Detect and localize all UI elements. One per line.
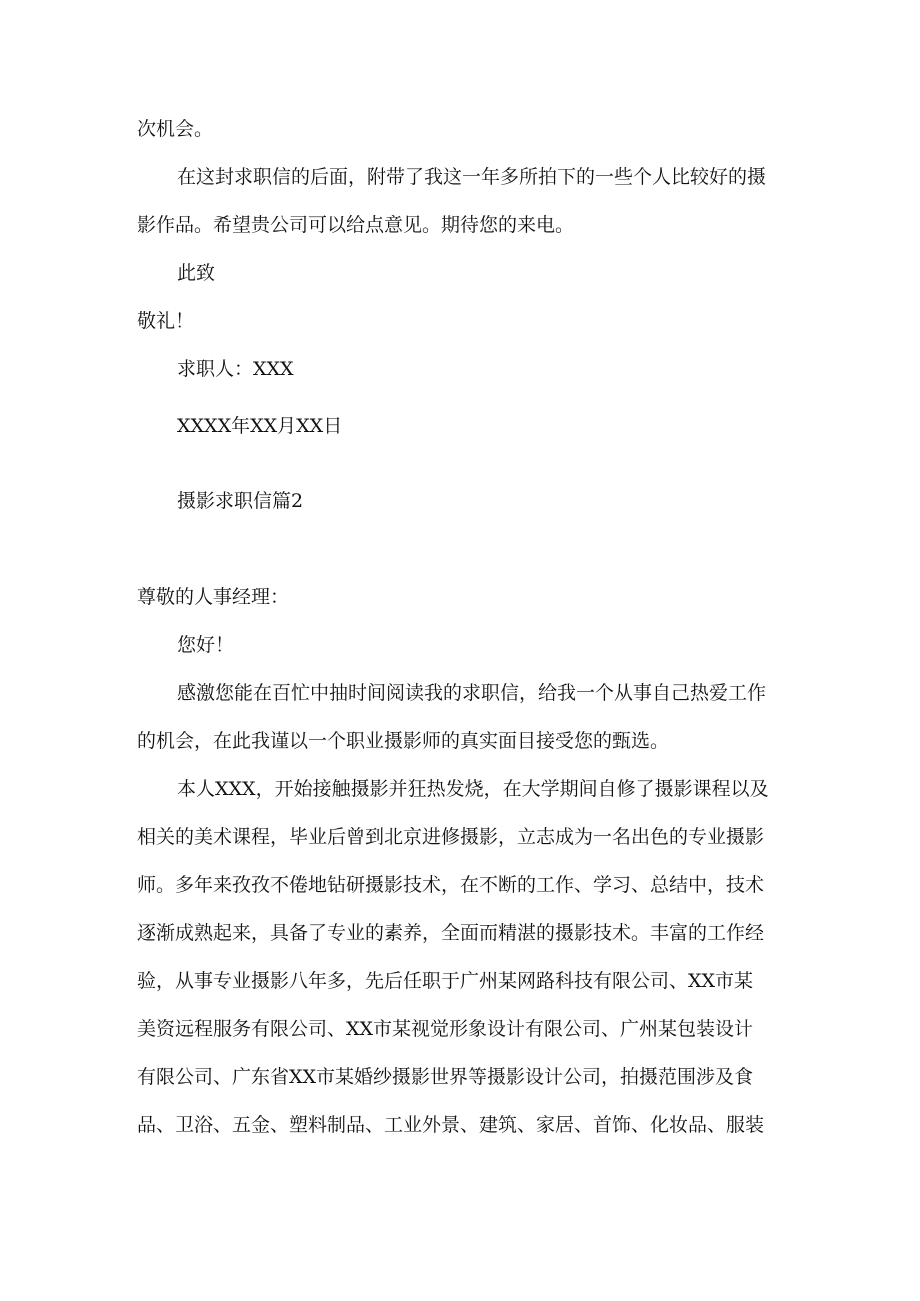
- paragraph-line: 美资远程服务有限公司、XX市某视觉形象设计有限公司、广州某包装设计: [137, 1018, 754, 1040]
- greeting-recipient: 尊敬的人事经理：: [137, 586, 290, 608]
- paragraph-line: 影作品。希望贵公司可以给点意见。期待您的来电。: [137, 214, 575, 236]
- paragraph-line: 师。多年来孜孜不倦地钻研摄影技术，在不断的工作、学习、总结中，技术: [137, 874, 765, 896]
- paragraph-line: 的机会，在此我谨以一个职业摄影师的真实面目接受您的甄选。: [137, 730, 670, 752]
- greeting-hello: 您好！: [177, 634, 235, 656]
- paragraph-line: 感激您能在百忙中抽时间阅读我的求职信，给我一个从事自己热爱工作: [177, 682, 767, 704]
- paragraph-line: 在这封求职信的后面，附带了我这一年多所拍下的一些个人比较好的摄: [177, 166, 767, 188]
- closing-respect: 敬礼！: [137, 310, 195, 332]
- paragraph-line: 相关的美术课程，毕业后曾到北京进修摄影，立志成为一名出色的专业摄影: [137, 826, 765, 848]
- paragraph-line: 品、卫浴、五金、塑料制品、工业外景、建筑、家居、首饰、化妆品、服装: [137, 1114, 765, 1136]
- closing-salutation: 此致: [177, 262, 216, 284]
- applicant-name: 求职人：XXX: [177, 358, 294, 380]
- letter-date: XXXX年XX月XX日: [177, 415, 343, 437]
- section-title: 摄影求职信篇2: [177, 490, 304, 512]
- paragraph-continuation-line: 次机会。: [137, 118, 214, 140]
- paragraph-line: 逐渐成熟起来，具备了专业的素养，全面而精湛的摄影技术。丰富的工作经: [137, 922, 765, 944]
- paragraph-line: 验，从事专业摄影八年多，先后任职于广州某网路科技有限公司、XX市某: [137, 970, 754, 992]
- paragraph-line: 本人XXX，开始接触摄影并狂热发烧，在大学期间自修了摄影课程以及: [177, 778, 769, 800]
- paragraph-line: 有限公司、广东省XX市某婚纱摄影世界等摄影设计公司，拍摄范围涉及食: [137, 1066, 754, 1088]
